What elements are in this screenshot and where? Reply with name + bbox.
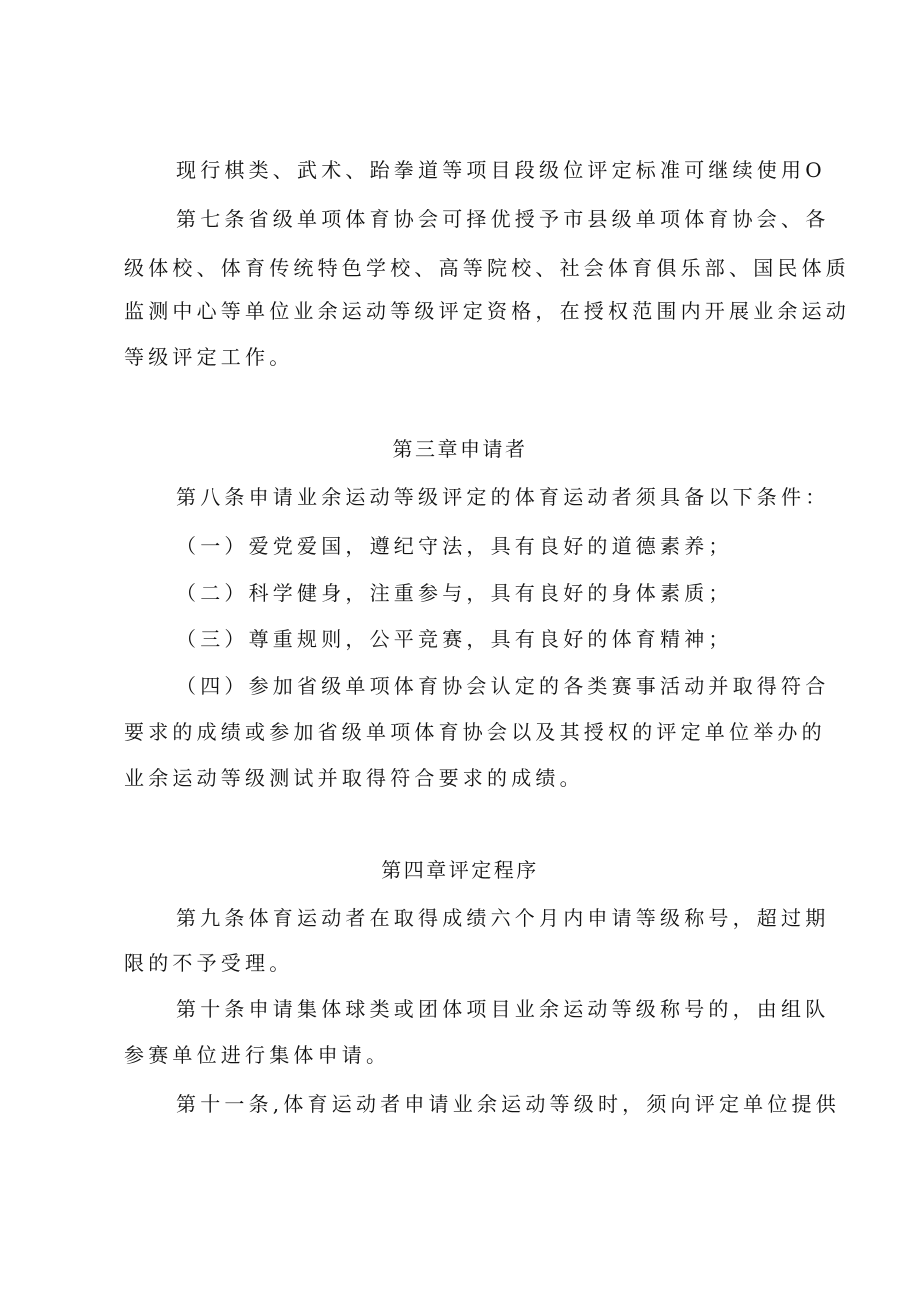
condition-4-line-1: （四）参加省级单项体育协会认定的各类赛事活动并取得符合: [176, 674, 830, 698]
condition-4-line-3: 业余运动等级测试并取得符合要求的成绩。: [124, 766, 584, 790]
condition-2: （二）科学健身，注重参与，具有良好的身体素质；: [176, 581, 733, 605]
article-8-line: 第八条申请业余运动等级评定的体育运动者须具备以下条件：: [176, 485, 830, 509]
article-9-line-2: 限的不予受理。: [124, 951, 294, 975]
article-10-line-2: 参赛单位进行集体申请。: [124, 1043, 391, 1067]
article-7-line-4: 等级评定工作。: [124, 345, 294, 369]
article-7-line-2: 级体校、体育传统特色学校、高等院校、社会体育俱乐部、国民体质: [124, 256, 850, 280]
chapter-4-title: 第四章评定程序: [381, 858, 539, 882]
article-9-line-1: 第九条体育运动者在取得成绩六个月内申请等级称号，超过期: [176, 906, 830, 930]
condition-3: （三）尊重规则，公平竞赛，具有良好的体育精神；: [176, 627, 733, 651]
condition-4-line-2: 要求的成绩或参加省级单项体育协会以及其授权的评定单位举办的: [124, 720, 826, 744]
chapter-3-title: 第三章申请者: [392, 437, 528, 461]
condition-1: （一）爱党爱国，遵纪守法，具有良好的道德素养；: [176, 534, 733, 558]
article-10-line-1: 第十条申请集体球类或团体项目业余运动等级称号的，由组队: [176, 997, 830, 1021]
article-7-line-3: 监测中心等单位业余运动等级评定资格，在授权范围内开展业余运动: [124, 299, 850, 323]
paragraph-line: 现行棋类、武术、跆拳道等项目段级位评定标准可继续使用O: [176, 158, 826, 182]
article-7-line-1: 第七条省级单项体育协会可择优授予市县级单项体育协会、各: [176, 207, 830, 231]
article-11-line-1: 第十一条,体育运动者申请业余运动等级时，须向评定单位提供: [176, 1092, 840, 1116]
